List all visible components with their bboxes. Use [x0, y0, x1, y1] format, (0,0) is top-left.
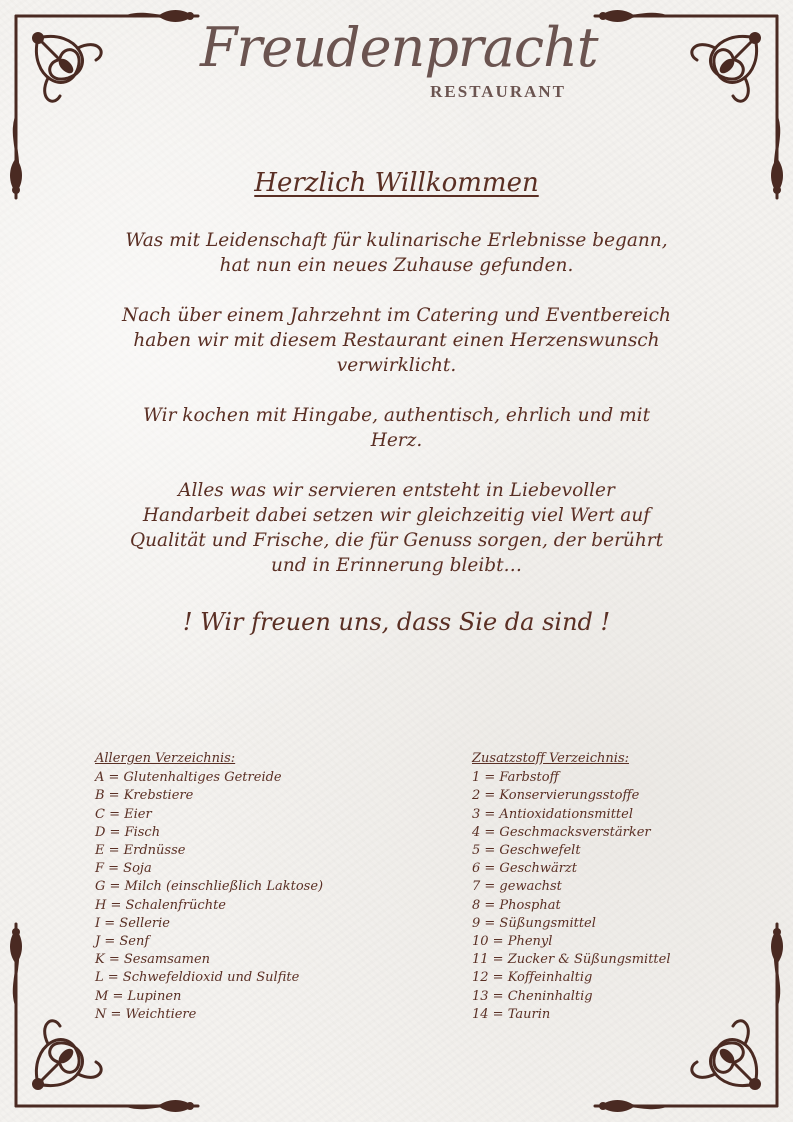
list-item: G = Milch (einschließlich Laktose)	[95, 879, 324, 895]
additive-list-title: Zusatzstoff Verzeichnis:	[472, 751, 630, 766]
allergen-list-title: Allergen Verzeichnis:	[95, 751, 236, 766]
list-item: 8 = Phosphat	[472, 897, 561, 913]
list-item: 2 = Konservierungsstoffe	[472, 788, 640, 804]
list-item: B = Krebstiere	[95, 788, 194, 804]
list-item: M = Lupinen	[95, 988, 182, 1004]
intro-paragraph: Wir kochen mit Hingabe, authentisch, ehrlich und mit Herz.	[142, 405, 651, 451]
intro-paragraph: Alles was wir servieren entsteht in Liebevoller Handarbeit dabei setzen wir gleichzeitig viel Wert auf Qualität und Frische, die für Genuss sorgen, der berührt und in Erinnerung bleibt…	[129, 480, 664, 576]
intro-paragraph: Was mit Leidenschaft für kulinarische Erlebnisse begann, hat nun ein neues Zuhause gefunden.	[125, 230, 668, 276]
list-item: J = Senf	[95, 934, 150, 950]
logo-name: Freudenpracht	[200, 16, 598, 79]
list-item: 7 = gewachst	[472, 879, 562, 895]
list-item: 13 = Cheninhaltig	[472, 988, 593, 1004]
logo-subtitle: RESTAURANT	[430, 82, 566, 101]
list-item: A = Glutenhaltiges Getreide	[95, 770, 282, 786]
allergen-list	[95, 750, 323, 1024]
tagline: ! Wir freuen uns, dass Sie da sind !	[182, 608, 611, 636]
list-item: N = Weichtiere	[95, 1006, 197, 1022]
list-item: C = Eier	[95, 806, 152, 822]
list-item: L = Schwefeldioxid und Sulfite	[95, 970, 300, 986]
list-item: 12 = Koffeinhaltig	[472, 970, 593, 986]
list-item: 14 = Taurin	[472, 1006, 551, 1022]
intro-text	[80, 228, 713, 603]
list-item: 4 = Geschmacksverstärker	[472, 824, 651, 840]
list-item: 6 = Geschwärzt	[472, 861, 577, 877]
list-item: I = Sellerie	[95, 915, 170, 931]
list-item: K = Sesamsamen	[95, 952, 211, 968]
list-item: 1 = Farbstoff	[472, 770, 559, 786]
welcome-heading: Herzlich Willkommen	[254, 168, 539, 198]
list-item: 10 = Phenyl	[472, 934, 553, 950]
list-item: 11 = Zucker & Süßungsmittel	[472, 952, 671, 968]
additive-list	[472, 750, 671, 1024]
list-item: 9 = Süßungsmittel	[472, 915, 596, 931]
list-item: E = Erdnüsse	[95, 843, 186, 859]
list-item: H = Schalenfrüchte	[95, 897, 226, 913]
intro-paragraph: Nach über einem Jahrzehnt im Catering und Eventbereich haben wir mit diesem Restaurant einen Herzenswunsch verwirklicht.	[122, 305, 671, 376]
restaurant-logo	[200, 8, 598, 108]
list-item: 3 = Antioxidationsmittel	[472, 806, 633, 822]
list-item: D = Fisch	[95, 824, 161, 840]
list-item: F = Soja	[95, 861, 152, 877]
list-item: 5 = Geschwefelt	[472, 843, 581, 859]
